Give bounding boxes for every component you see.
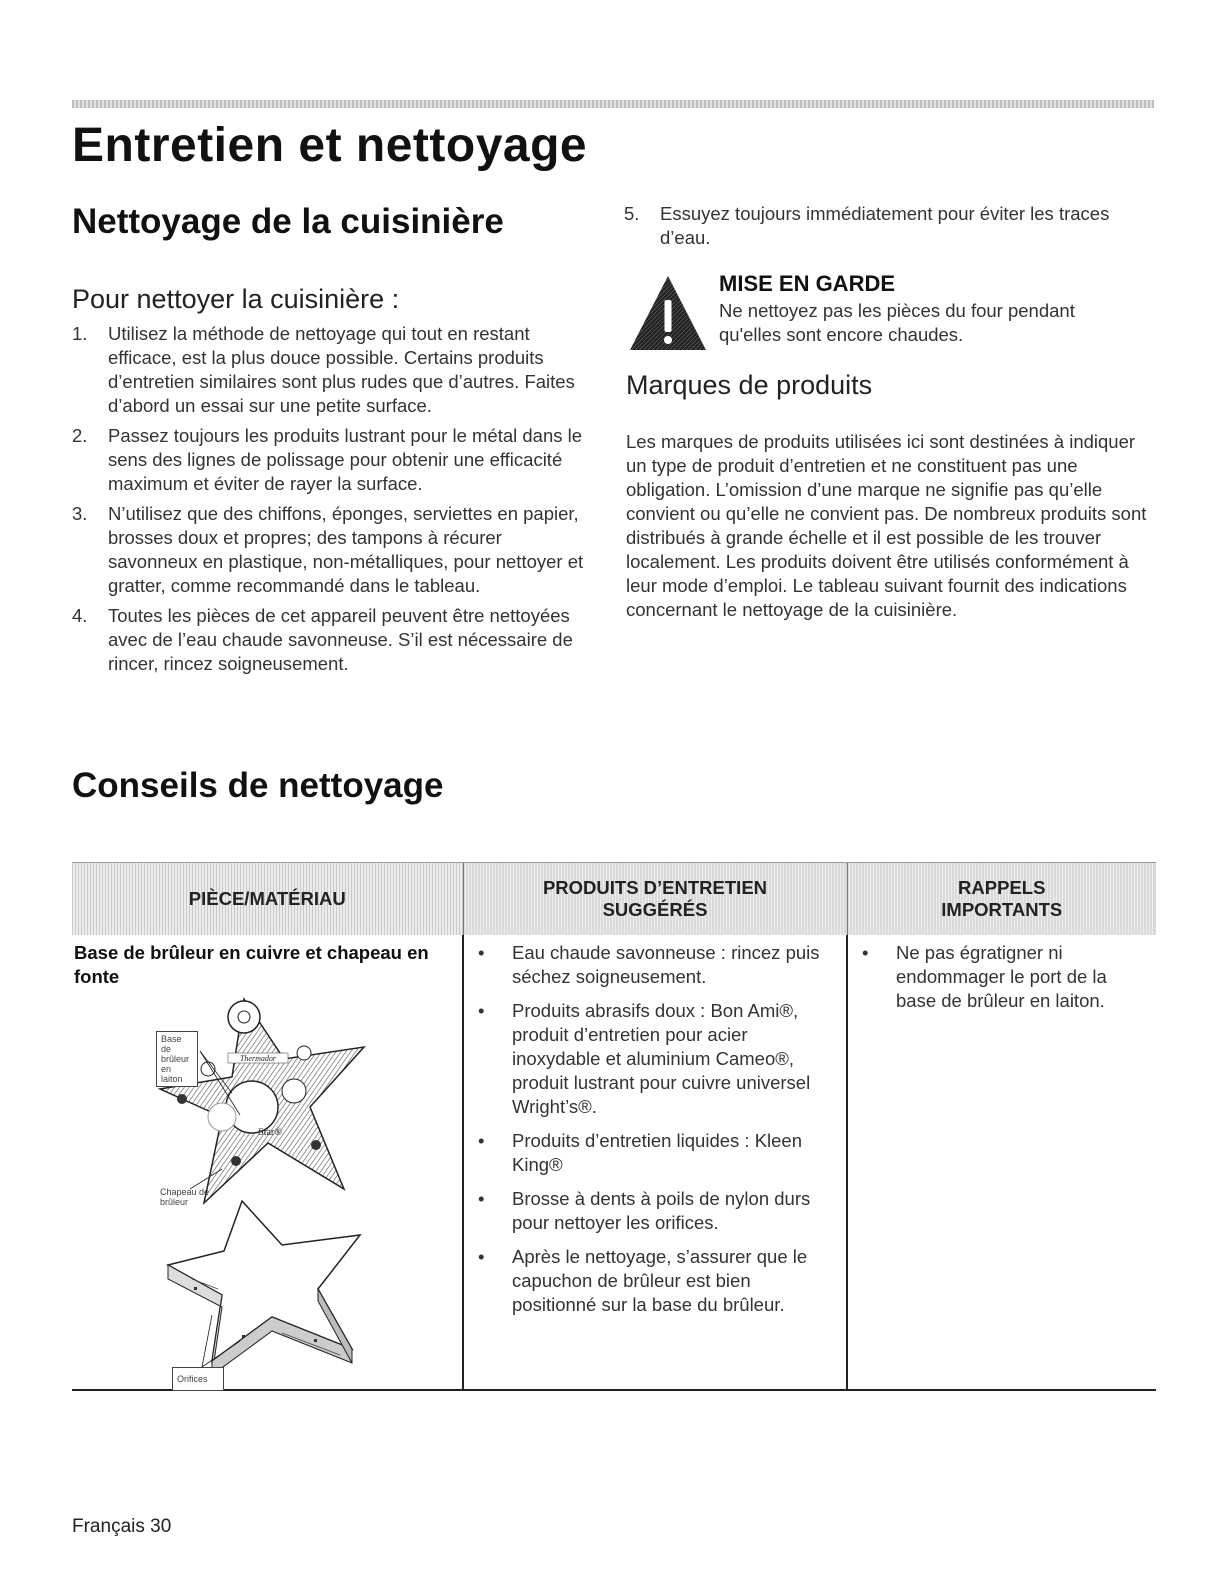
warning-triangle-icon	[628, 272, 708, 352]
column-header-products	[463, 863, 847, 936]
table-row	[72, 935, 1156, 1390]
step-number: 1.	[72, 323, 88, 344]
reminder-text: Ne pas égratigner ni endommager le port de la base de brûleur en laiton.	[896, 942, 1107, 1011]
warning-box	[628, 272, 1158, 352]
bullet: •	[478, 1130, 485, 1151]
reminders-list	[848, 935, 1156, 1013]
step-number: 2.	[72, 425, 88, 446]
brands-paragraph: Les marques de produits utilisées ici sont destinées à indiquer un type de produit d’entretien et ne constituent pas une obligation. L’omission d’une marque ne signifie pas qu’elle convient ou qu’elle ne convient pas. De nombreux produits sont distribués à grande échelle et il est possible de les trouver localement. Les produits doivent être utilisés conformément à leur mode d’emploi. Le tableau suivant fournit des indications concernant le nettoyage de la cuisinière.	[626, 431, 1147, 620]
step-text: Toutes les pièces de cet appareil peuvent être nettoyées avec de l’eau chaude savonneuse. S’il est nécessaire de rincer, rincez soigneusement.	[108, 605, 573, 674]
product-text: Après le nettoyage, s’assurer que le capuchon de brûleur est bien positionné sur la base du brûleur.	[512, 1246, 808, 1315]
cell-reminders	[847, 935, 1156, 1390]
list-item	[848, 941, 1156, 1013]
brand-mark: Thermador	[239, 1054, 277, 1063]
table-header-row	[72, 863, 1156, 936]
burner-figure	[72, 989, 463, 1389]
warning-title: MISE EN GARDE	[719, 271, 896, 296]
cleaning-step	[72, 424, 588, 496]
bullet: •	[478, 942, 485, 963]
list-item	[464, 1187, 846, 1235]
products-list	[464, 935, 846, 1317]
burner-base-shape	[160, 999, 364, 1203]
bullet: •	[478, 1246, 485, 1267]
subheading-brands: Marques de produits	[626, 370, 873, 400]
product-text: Brosse à dents à poils de nylon durs pour nettoyer les orifices.	[512, 1188, 811, 1233]
list-item	[464, 941, 846, 989]
star-mark: Star®	[258, 1127, 282, 1138]
product-text: Produits abrasifs doux : Bon Ami®, produit d’entretien pour acier inoxydable et aluminium Cameo®, produit lustrant pour cuivre universel Wright’s®.	[512, 1000, 811, 1117]
column-header-reminders	[847, 863, 1156, 936]
section-heading-cleaning: Nettoyage de la cuisinière	[72, 202, 504, 241]
cell-products	[463, 935, 847, 1390]
bullet: •	[862, 942, 869, 963]
warning-text: Ne nettoyez pas les pièces du four pendant qu'elles sont encore chaudes.	[719, 300, 1075, 345]
column-header-products-label: PRODUITS D’ENTRETIEN SUGGÉRÉS	[542, 877, 768, 920]
list-item	[464, 1129, 846, 1177]
cleaning-steps-list-continued	[624, 202, 1154, 256]
column-header-part-label: PIÈCE/MATÉRIAU	[188, 888, 346, 909]
part-name: Base de brûleur en cuivre et chapeau en fonte	[74, 942, 429, 987]
bullet: •	[478, 1188, 485, 1209]
page-footer: Français 30	[72, 1516, 172, 1537]
step-text: N’utilisez que des chiffons, éponges, serviettes en papier, brosses doux et propres; des tampons à récurer savonneux en plastique, non-métalliques, pour nettoyer et gratter, comme recommandé dans le tableau.	[108, 503, 584, 596]
label-burner-cap: Chapeau de brûleur	[160, 1187, 210, 1207]
cleaning-step	[72, 322, 588, 418]
bullet: •	[478, 1000, 485, 1021]
title-rule	[72, 100, 1154, 108]
column-header-reminders-label: RAPPELS IMPORTANTS	[941, 877, 1063, 920]
product-text: Produits d’entretien liquides : Kleen King®	[512, 1130, 803, 1175]
cell-part	[72, 935, 463, 1390]
list-item	[464, 999, 846, 1119]
burner-cap-shape	[168, 1201, 360, 1375]
product-text: Eau chaude savonneuse : rincez puis séchez soigneusement.	[512, 942, 820, 987]
step-number: 4.	[72, 605, 88, 626]
page-title: Entretien et nettoyage	[72, 119, 588, 172]
subheading-how-to-clean: Pour nettoyer la cuisinière :	[72, 284, 400, 314]
cleaning-step	[624, 202, 1154, 250]
section-heading-tips: Conseils de nettoyage	[72, 766, 444, 805]
cleaning-tips-table	[72, 862, 1156, 1391]
cleaning-step	[72, 604, 588, 676]
step-number: 3.	[72, 503, 88, 524]
label-burner-base: Base de brûleur en laiton	[156, 1031, 198, 1087]
step-text: Utilisez la méthode de nettoyage qui tout en restant efficace, est la plus douce possible. Certains produits d’entretien similaires sont plus rudes que d’autres. Faites d’abord un essai sur une petite surface.	[108, 323, 575, 416]
label-orifices: Orifices	[172, 1367, 224, 1391]
column-header-part	[72, 863, 463, 936]
step-text: Essuyez toujours immédiatement pour éviter les traces d’eau.	[660, 203, 1110, 248]
step-text: Passez toujours les produits lustrant pour le métal dans le sens des lignes de polissage pour obtenir une efficacité maximum et éviter de rayer la surface.	[108, 425, 583, 494]
list-item	[464, 1245, 846, 1317]
burner-illustration	[72, 989, 463, 1389]
step-number: 5.	[624, 203, 640, 224]
cleaning-steps-list	[72, 322, 588, 682]
cleaning-step	[72, 502, 588, 598]
